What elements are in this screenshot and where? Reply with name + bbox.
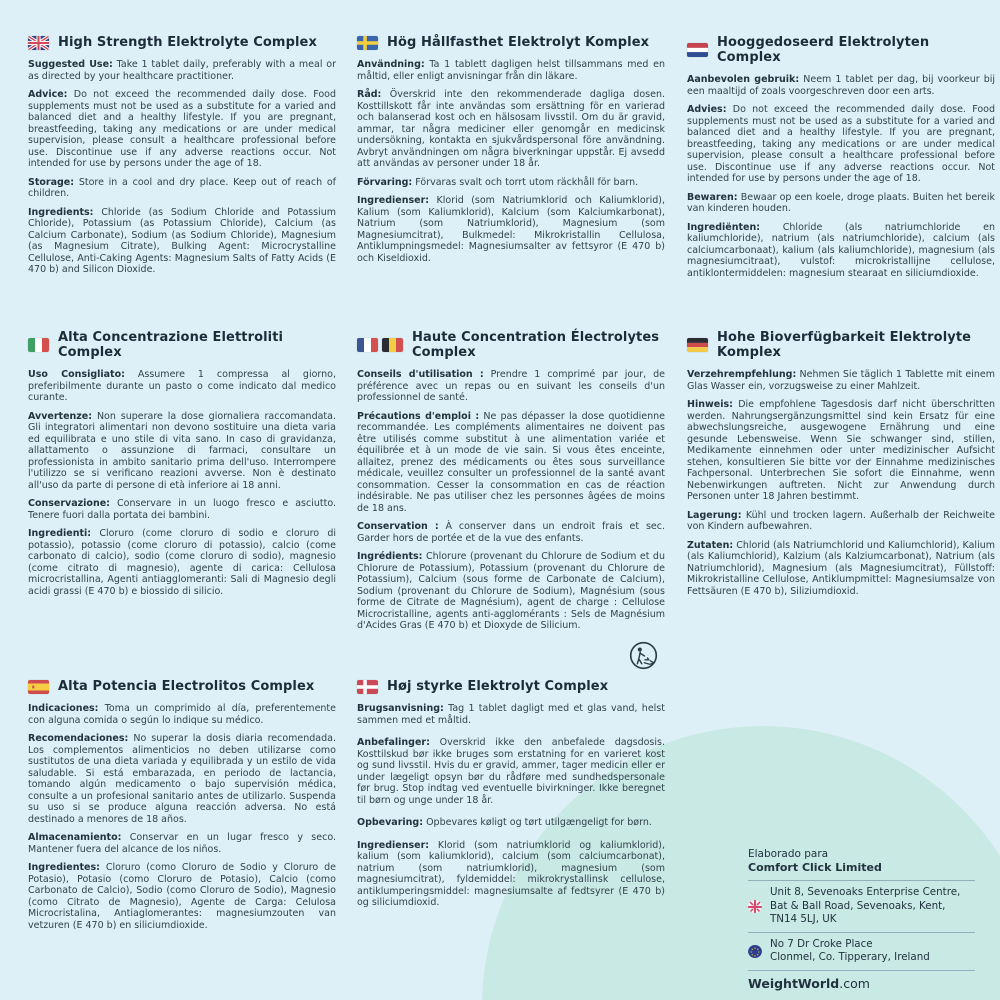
section-english bbox=[28, 35, 336, 283]
paragraph-advice: Hinweis: Die empfohlene Tagesdosis darf nicht überschritten werden. Nahrungsergänzungsmittel sind kein Ersatz für eine abwechslungsreiche, ausgewogene Ernährung und eine gesunde Lebensweise. Wenn Sie schwanger sind, stillen, Medikamente einnehmen oder unter medizinischer Aufsicht stehen, konsultieren Sie bitte vor der Einnahme medizinisches Fachpersonal. Unterbrechen Sie sofort die Einnahme, wenn Nebenwirkungen auftreten. Nicht zur Anwendung durch Personen unter 18 Jahren bestimmt. bbox=[687, 399, 995, 502]
paragraph-storage: Förvaring: Förvaras svalt och torrt utom räckhåll för barn. bbox=[357, 176, 639, 188]
paragraph-storage: Conservation : À conserver dans un endroit frais et sec. Garder hors de portée et de la vue des enfants. bbox=[357, 521, 665, 544]
spain-flag-icon bbox=[28, 680, 49, 694]
eu-flag-icon bbox=[748, 944, 762, 958]
uk-roundel-icon bbox=[748, 899, 762, 913]
made-for-label: Elaborado para bbox=[748, 848, 829, 860]
uk-address-row bbox=[748, 886, 975, 927]
section-spanish bbox=[28, 679, 336, 938]
paragraph-advice: Råd: Överskrid inte den rekommenderade dagliga dosen. Kosttillskott får inte användas som ersättning för en varierad och balanserad kost och en hälsosam livsstil. Om du är gravid, ammar, tar några mediciner eller genomgår en medicinsk undersökning, kontakta en sjukvårdspersonal före användning. Avbryt användningen om några biverkningar uppstår. Ej avsedd att användas av personer under 18 år. bbox=[357, 89, 665, 169]
paragraph-use: Aanbevolen gebruik: Neem 1 tablet per dag, bij voorkeur bij een maaltijd of zoals voorgeschreven door een arts. bbox=[687, 74, 996, 97]
paragraph-storage: Conservazione: Conservare in un luogo fresco e asciutto. Tenere fuori dalla portata dei bambini. bbox=[28, 498, 336, 521]
section-header bbox=[687, 35, 995, 65]
section-title: Hohe Bioverfügbarkeit Elektrolyte Komplex bbox=[717, 330, 972, 360]
section-title: Hög Hållfasthet Elektrolyt Komplex bbox=[387, 35, 650, 50]
paragraph-ingredients: Ingrédients: Chlorure (provenant du Chlorure de Sodium et du Chlorure de Potassium), Potassium (provenant du Chlorure de Potassium), Calcium (sous forme de Carbonate de Calcium), Sodium (provenant du Chlorure de Sodium), Magnésium (sous forme de Citrate de Magnésium), agent de charge : Cellulose Microcristalline, agents anti-agglomérants : Sels de Magnésium d'Acides Gras (E 470 b) et Dioxyde de Silicium. bbox=[357, 551, 665, 631]
website-text: WeightWorld.com bbox=[748, 975, 870, 991]
paragraph-use: Indicaciones: Toma un comprimido al día, preferentemente con alguna comida o según lo indique su médico. bbox=[28, 703, 337, 726]
paragraph-use: Conseils d'utilisation : Prendre 1 comprimé par jour, de préférence avec un repas ou en suivant les conseils d'un professionnel de santé. bbox=[357, 369, 665, 403]
paragraph-use: Uso Consigliato: Assumere 1 compressa al giorno, preferibilmente durante un pasto o come indicato dal medico curante. bbox=[28, 369, 336, 403]
divider bbox=[748, 932, 975, 933]
paragraph-suggested-use: Suggested Use: Take 1 tablet daily, preferably with a meal or as directed by your healthcare practitioner. bbox=[28, 59, 337, 82]
section-title: Høj styrke Elektrolyt Complex bbox=[387, 679, 609, 694]
france-belgium-flag-icon bbox=[357, 338, 403, 352]
section-swedish bbox=[357, 35, 665, 271]
section-danish bbox=[357, 679, 665, 920]
netherlands-flag-icon bbox=[687, 43, 708, 57]
uk-address: Unit 8, Sevenoaks Enterprise Centre, Bat & Ball Road, Sevenoaks, Kent, TN14 5LJ, UK bbox=[770, 886, 961, 925]
uk-flag-icon bbox=[28, 36, 49, 50]
paragraph-advice: Anbefalinger: Overskrid ikke den anbefalede dagsdosis. Kosttilskud bør ikke bruges som erstatning for en varieret kost og sund livsstil. Hvis du er gravid, ammer, tager medicin eller er under lægeligt opsyn bør du rådføre med sundhedspersonale før brug. Stop indtag ved eventuelle bivirkninger. Ikke beregnet til børn og unge under 18 år. bbox=[357, 737, 665, 806]
section-title: Haute Concentration Électrolytes Complex bbox=[412, 330, 660, 360]
section-header bbox=[28, 330, 336, 360]
paragraph-advice: Précautions d'emploi : Ne pas dépasser la dose quotidienne recommandée. Les compléments alimentaires ne doivent pas être utilisés comme substitut à une alimentation variée et équilibrée et à un mode de vie sain. Si vous êtes enceinte, allaitez, prenez des médicaments ou êtes sous surveillance médicale, veuillez consulter un professionnel de la santé avant consommation. Cesser la consommation en cas de réaction indésirable. Ne pas utiliser chez les personnes âgées de moins de 18 ans. bbox=[357, 410, 665, 514]
paragraph-advice: Advies: Do not exceed the recommended daily dose. Food supplements must not be used as a substitute for a varied and balanced diet and a healthy lifestyle. If you are pregnant, breastfeeding, taking any medications or are under medical supervision, please consult a healthcare professional before use. Discontinue use if any adverse reactions occur. Not intended for use by persons under the age of 18. bbox=[687, 104, 995, 184]
paragraph-ingredients: Zutaten: Chlorid (als Natriumchlorid und Kaliumchlorid), Kalium (als Kaliumchlorid), Kalzium (als Kalziumcarbonat), Natrium (als Natriumchlorid), Magnesium (als Magnesiumcitrat), Füllstoff: Mikrokristalline Cellulose, Antiklumpmittel: Magnesiumsalze von Fettsäuren (E 470 b), Siliziumdioxid. bbox=[687, 539, 995, 597]
section-french bbox=[357, 330, 665, 676]
section-title: Alta Potencia Electrolitos Complex bbox=[58, 679, 315, 694]
section-dutch bbox=[687, 35, 995, 286]
paragraph-advice: Avvertenze: Non superare la dose giornaliera raccomandata. Gli integratori alimentari non devono sostituire una dieta varia ed equilibrata e uno stile di vita sano. In caso di gravidanza, allattamento o assunzione di farmaci, consultare un professionista in ambito sanitario prima dell'uso. Interrompere l'utilizzo se si verificano reazioni avverse. Non è destinato all'uso da parte di persone di età inferiore ai 18 anni. bbox=[28, 410, 336, 491]
denmark-flag-icon bbox=[357, 680, 378, 694]
divider bbox=[748, 880, 975, 881]
section-title: High Strength Elektrolyte Complex bbox=[58, 35, 317, 50]
paragraph-storage: Opbevaring: Opbevares køligt og tørt utilgængeligt for børn. bbox=[357, 817, 652, 828]
ireland-address: No 7 Dr Croke Place Clonmel, Co. Tipperary, Ireland bbox=[770, 937, 930, 963]
paragraph-ingredients: Ingredienti: Cloruro (come cloruro di sodio e cloruro di potassio), potassio (come cloruro di potassio), calcio (come carbonato di calcio), sodio (come cloruro di sodio), magnesio (come citrato di magnesio), agente di carica: Cellulosa microcristallina, Agenti antiagglomeranti: Sali di Magnesio degli acidi grassi (E 470 b) e biossido di silicio. bbox=[28, 528, 336, 597]
company-name: Comfort Click Limited bbox=[748, 861, 882, 874]
france-flag-icon bbox=[357, 338, 378, 352]
section-title: Hooggedoseerd Elektrolyten Complex bbox=[717, 35, 930, 65]
paragraph-storage: Bewaren: Bewaar op een koele, droge plaats. Buiten het bereik van kinderen houden. bbox=[687, 191, 995, 214]
paragraph-storage: Almacenamiento: Conservar en un lugar fresco y seco. Mantener fuera del alcance de los niños. bbox=[28, 832, 336, 855]
paragraph-ingredients: Ingredienser: Klorid (som Natriumklorid och Kaliumklorid), Kalium (som Kaliumklorid), Kalcium (som Kalciumkarbonat), Natrium (som Natriumklorid), Magnesium (som Magnesiumcitrat), Bulkmedel: Mikrokristallin Cellulosa, Antiklumpningsmedel: Magnesiumsalter av fettsyror (E 470 b) och Kiseldioxid. bbox=[357, 195, 665, 264]
germany-flag-icon bbox=[687, 338, 708, 352]
paragraph-storage: Lagerung: Kühl und trocken lagern. Außerhalb der Reichweite von Kindern aufbewahren. bbox=[687, 509, 995, 532]
paragraph-ingredients: Ingrediënten: Chloride (als natriumchloride en kaliumchloride), natrium (als natriumchloride), calcium (als calciumcarbonaat), kalium (als kaliumchloride), magnesium (als magnesiumcitraat), vulstof: microkristallijne cellulose, antiklontermiddelen: magnesium stearaat en siliciumdioxide. bbox=[687, 221, 995, 279]
section-header bbox=[687, 330, 995, 360]
section-german bbox=[687, 330, 995, 604]
divider bbox=[748, 970, 975, 971]
paragraph-advice: Advice: Do not exceed the recommended daily dose. Food supplements must not be used as a substitute for a varied and balanced diet and a healthy lifestyle. If you are pregnant, breastfeeding, taking any medications or are under medical supervision, please consult a healthcare professional before use. Discontinue use if any adverse reactions occur. Not intended for use by persons under the age of 18. bbox=[28, 89, 336, 169]
section-header bbox=[357, 330, 665, 360]
sweden-flag-icon bbox=[357, 36, 378, 50]
section-italian bbox=[28, 330, 336, 604]
belgium-flag-icon bbox=[382, 338, 403, 352]
paragraph-ingredients: Ingredients: Chloride (as Sodium Chloride and Potassium Chloride), Potassium (as Potassium Chloride), Calcium (as Calcium Carbonate), Sodium (as Sodium Chloride), Magnesium (as Magnesium Citrate), Bulking Agent: Microcrystalline Cellulose, Anti-Caking Agents: Magnesium Salts of Fatty Acids (E 470 b) and Silicon Dioxide. bbox=[28, 206, 336, 275]
section-header bbox=[357, 679, 665, 694]
section-header bbox=[28, 35, 336, 50]
paragraph-ingredients: Ingredientes: Cloruro (como Cloruro de Sodio y Cloruro de Potasio), Potasio (como Cloruro de Potasio), Calcio (como Carbonato de Calcio), Sodio (como Cloruro de Sodio), Magnesio (como Citrato de Magnesio), Agente de Carga: Celulosa Microcristalina, Antiaglomerantes: magnesiumzouten van vetzuren (E 470 b) en siliciumdioxide. bbox=[28, 862, 336, 931]
ireland-address-row bbox=[748, 938, 975, 965]
paragraph-advice: Recomendaciones: No superar la dosis diaria recomendada. Los complementos alimenticios no deben utilizarse como sustitutos de una dieta variada y equilibrada y un estilo de vida saludable. Si está embarazada, en periodo de lactancia, tomando algún medicamento o bajo supervisión médica, consulte a un profesional sanitario antes de utilizarlo. Suspenda su uso si se produce alguna reacción adversa. No está destinado a menores de 18 años. bbox=[28, 733, 336, 825]
section-header bbox=[357, 35, 665, 50]
paragraph-use: Brugsanvisning: Tag 1 tablet dagligt med et glas vand, helst sammen med et måltid. bbox=[357, 703, 665, 726]
paragraph-use: Verzehrempfehlung: Nehmen Sie täglich 1 Tablette mit einem Glas Wasser ein, vorzugsweise zu einer Mahlzeit. bbox=[687, 369, 995, 392]
section-title: Alta Concentrazione Elettroliti Complex bbox=[58, 330, 284, 360]
triman-recycling-icon bbox=[357, 639, 659, 676]
distributor-info bbox=[748, 847, 975, 992]
section-header bbox=[28, 679, 336, 694]
paragraph-storage: Storage: Store in a cool and dry place. Keep out of reach of children. bbox=[28, 176, 336, 199]
italy-flag-icon bbox=[28, 338, 49, 352]
paragraph-use: Användning: Ta 1 tablett dagligen helst tillsammans med en måltid, eller enligt anvisningar från din läkare. bbox=[357, 59, 665, 82]
paragraph-ingredients: Ingredienser: Klorid (som natriumklorid og kaliumklorid), kalium (som kaliumklorid), calcium (som calciumcarbonat), natrium (som natriumklorid), magnesium (som magnesiumcitrat), fyldemiddel: mikrokrystallinsk cellulose, antiklumperingsmiddel: magnesiumsalte af fedtsyrer (E 470 b) og siliciumdioxid. bbox=[357, 839, 665, 908]
